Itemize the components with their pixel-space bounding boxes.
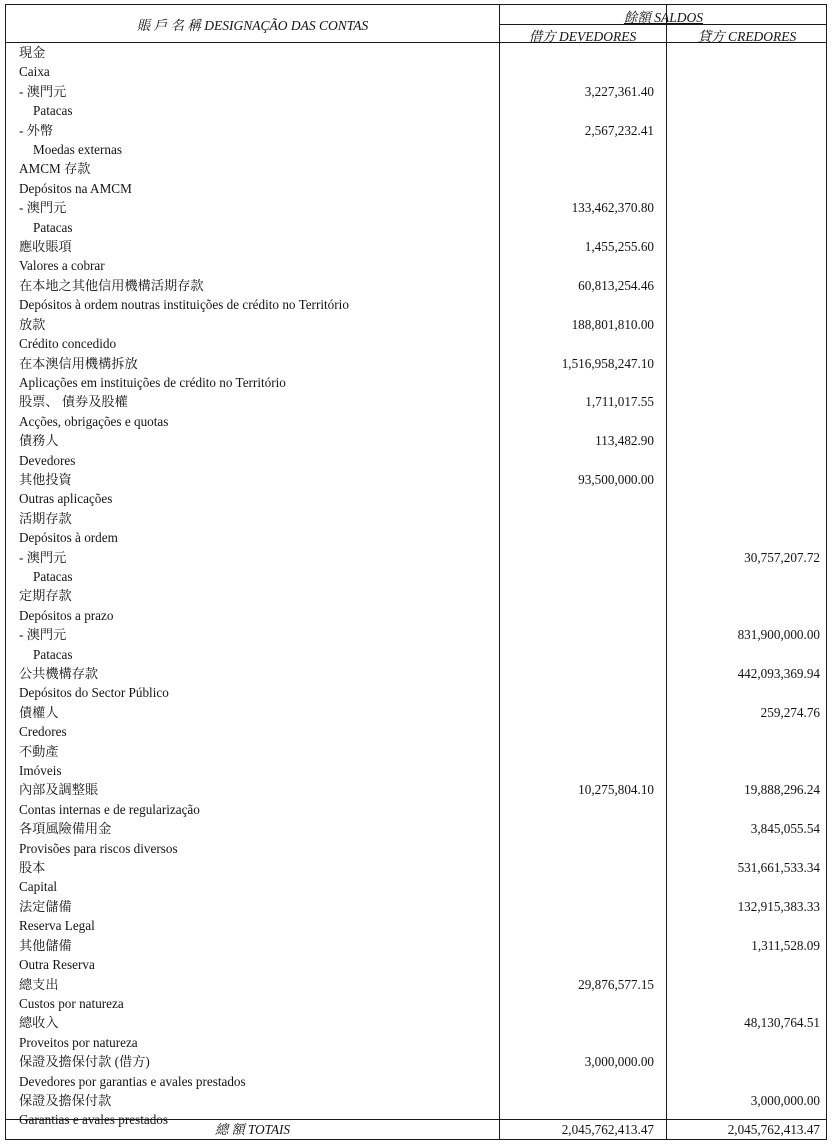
account-rows bbox=[6, 43, 826, 1130]
account-label: 其他儲備 bbox=[19, 937, 72, 953]
account-label: Acções, obrigações e quotas bbox=[19, 413, 169, 429]
credit-value: 442,093,369.94 bbox=[737, 666, 820, 681]
account-label: 保證及擔保付款 (借方) bbox=[19, 1054, 150, 1070]
account-label: Contas internas e de regularização bbox=[19, 801, 200, 817]
table-row bbox=[6, 101, 826, 120]
table-row bbox=[6, 1091, 826, 1110]
credit-value: 19,888,296.24 bbox=[744, 782, 820, 798]
account-label: 各項風險備用金 bbox=[19, 821, 112, 837]
debit-value: 93,500,000.00 bbox=[578, 471, 654, 487]
table-row bbox=[6, 1052, 826, 1071]
account-label: 股本 bbox=[19, 860, 46, 876]
account-label: 債權人 bbox=[19, 704, 59, 720]
account-label: AMCM 存款 bbox=[19, 161, 91, 177]
account-label: 總收入 bbox=[19, 1015, 59, 1031]
table-row bbox=[6, 62, 826, 81]
totals-row bbox=[6, 1120, 826, 1139]
account-label: Depósitos à ordem bbox=[19, 530, 118, 546]
debit-column-header: 借方 DEVEDORES bbox=[528, 29, 637, 44]
table-row bbox=[6, 392, 826, 411]
totals-credit: 2,045,762,413.47 bbox=[727, 1122, 820, 1137]
debit-value: 3,227,361.40 bbox=[584, 83, 654, 99]
account-label: Depósitos à ordem noutras instituições de crédito no Território bbox=[19, 297, 349, 313]
account-label: - 澳門元 bbox=[19, 549, 67, 565]
debit-value: 1,711,017.55 bbox=[585, 394, 654, 410]
account-label: Depósitos na AMCM bbox=[19, 180, 132, 196]
table-row bbox=[6, 82, 826, 101]
table-row bbox=[6, 121, 826, 140]
table-row bbox=[6, 237, 826, 256]
table-row bbox=[6, 256, 826, 275]
table-row bbox=[6, 625, 826, 644]
table-row bbox=[6, 509, 826, 528]
account-label: 活期存款 bbox=[19, 510, 72, 526]
credit-value: 1,311,528.09 bbox=[751, 937, 820, 953]
debit-value: 133,462,370.80 bbox=[571, 200, 654, 216]
account-label: Valores a cobrar bbox=[19, 258, 105, 274]
table-row bbox=[6, 975, 826, 994]
table-row bbox=[6, 683, 826, 702]
table-row bbox=[6, 431, 826, 450]
table-row bbox=[6, 664, 826, 683]
debit-value: 3,000,000.00 bbox=[584, 1054, 654, 1070]
account-label: - 澳門元 bbox=[19, 83, 67, 99]
table-row bbox=[6, 451, 826, 470]
table-row bbox=[6, 276, 826, 295]
account-label: - 外幣 bbox=[19, 122, 54, 138]
debit-value: 2,567,232.41 bbox=[584, 122, 654, 138]
account-label: 在本地之其他信用機構活期存款 bbox=[19, 277, 204, 293]
account-label: Patacas bbox=[33, 219, 73, 235]
table-row bbox=[6, 567, 826, 586]
table-row bbox=[6, 780, 826, 799]
credit-value: 48,130,764.51 bbox=[744, 1015, 820, 1031]
account-label: Proveitos por natureza bbox=[19, 1034, 138, 1050]
table-row bbox=[6, 703, 826, 722]
account-label: Moedas externas bbox=[33, 142, 122, 158]
table-row bbox=[6, 586, 826, 605]
credit-value: 531,661,533.34 bbox=[737, 860, 820, 876]
table-row bbox=[6, 1013, 826, 1032]
totals-label: 總 額 TOTAIS bbox=[215, 1122, 290, 1137]
debit-value: 10,275,804.10 bbox=[578, 782, 654, 798]
table-row bbox=[6, 43, 826, 62]
credit-value: 132,915,383.33 bbox=[737, 898, 820, 914]
account-label: Outras aplicações bbox=[19, 491, 113, 507]
debit-value: 29,876,577.15 bbox=[578, 976, 654, 992]
table-row bbox=[6, 839, 826, 858]
table-row bbox=[6, 936, 826, 955]
balance-sheet-table bbox=[5, 4, 827, 1140]
table-row bbox=[6, 819, 826, 838]
account-column-header: 賬 戶 名 稱 DESIGNAÇÃO DAS CONTAS bbox=[136, 18, 369, 33]
table-row bbox=[6, 897, 826, 916]
table-row bbox=[6, 528, 826, 547]
table-row bbox=[6, 198, 826, 217]
account-label: Garantias e avales prestados bbox=[19, 1112, 169, 1128]
table-row bbox=[6, 218, 826, 237]
debit-value: 188,801,810.00 bbox=[571, 316, 654, 332]
table-row bbox=[6, 159, 826, 178]
account-label: - 澳門元 bbox=[19, 200, 67, 216]
table-row bbox=[6, 470, 826, 489]
credit-value: 831,900,000.00 bbox=[737, 627, 820, 643]
table-row bbox=[6, 742, 826, 761]
account-label: Crédito concedido bbox=[19, 336, 117, 352]
table-row bbox=[6, 858, 826, 877]
account-label: Devedores bbox=[19, 452, 76, 468]
account-label: Depósitos do Sector Público bbox=[19, 685, 169, 701]
credit-value: 30,757,207.72 bbox=[744, 549, 820, 565]
account-label: 在本澳信用機構拆放 bbox=[19, 355, 138, 371]
totals-debit: 2,045,762,413.47 bbox=[561, 1122, 654, 1137]
account-label: Provisões para riscos diversos bbox=[19, 840, 178, 856]
debit-value: 1,455,255.60 bbox=[584, 239, 654, 255]
account-label: Aplicações em instituições de crédito no Território bbox=[19, 374, 286, 390]
table-row bbox=[6, 800, 826, 819]
account-label: 公共機構存款 bbox=[19, 666, 99, 681]
table-row bbox=[6, 645, 826, 664]
table-row bbox=[6, 994, 826, 1013]
account-label: 股票、 債券及股權 bbox=[19, 394, 128, 410]
table-row bbox=[6, 761, 826, 780]
table-row bbox=[6, 373, 826, 392]
account-label: Custos por natureza bbox=[19, 995, 124, 1011]
table-row bbox=[6, 1033, 826, 1052]
table-row bbox=[6, 877, 826, 896]
table-row bbox=[6, 334, 826, 353]
account-label: Outra Reserva bbox=[19, 957, 95, 973]
credit-value: 3,000,000.00 bbox=[750, 1092, 820, 1108]
credit-value: 259,274.76 bbox=[760, 704, 820, 720]
table-row bbox=[6, 354, 826, 373]
table-row bbox=[6, 916, 826, 935]
account-label: Imóveis bbox=[19, 763, 62, 779]
table-row bbox=[6, 548, 826, 567]
table-row bbox=[6, 722, 826, 741]
account-label: Patacas bbox=[33, 646, 73, 662]
table-row bbox=[6, 179, 826, 198]
account-label: Patacas bbox=[33, 568, 73, 584]
table-row bbox=[6, 412, 826, 431]
account-label: 保證及擔保付款 bbox=[19, 1092, 112, 1108]
table-row bbox=[6, 606, 826, 625]
debit-value: 1,516,958,247.10 bbox=[561, 355, 654, 371]
account-label: Caixa bbox=[19, 64, 50, 80]
account-label: 法定儲備 bbox=[19, 898, 72, 914]
account-label: 其他投資 bbox=[19, 471, 72, 487]
account-label: 現金 bbox=[19, 45, 46, 60]
account-label: Patacas bbox=[33, 103, 73, 119]
table-row bbox=[6, 1072, 826, 1091]
account-label: 放款 bbox=[19, 316, 46, 332]
account-label: 總支出 bbox=[19, 976, 59, 992]
account-label: - 澳門元 bbox=[19, 627, 67, 643]
balances-header: 餘額 SALDOS bbox=[623, 10, 704, 25]
account-label: Capital bbox=[19, 879, 58, 895]
account-label: Credores bbox=[19, 724, 67, 740]
account-label: 不動產 bbox=[19, 743, 59, 759]
table-row bbox=[6, 295, 826, 314]
account-label: Reserva Legal bbox=[19, 918, 95, 934]
table-row bbox=[6, 955, 826, 974]
credit-value: 3,845,055.54 bbox=[750, 821, 820, 837]
account-label: 應收賬項 bbox=[19, 239, 72, 255]
debit-value: 113,482.90 bbox=[595, 433, 654, 449]
account-label: 定期存款 bbox=[19, 588, 72, 604]
table-row bbox=[6, 140, 826, 159]
table-row bbox=[6, 489, 826, 508]
table-row bbox=[6, 315, 826, 334]
account-label: Depósitos a prazo bbox=[19, 607, 114, 623]
debit-value: 60,813,254.46 bbox=[578, 277, 654, 293]
credit-column-header: 貸方 CREDORES bbox=[697, 29, 797, 44]
account-label: Devedores por garantias e avales prestados bbox=[19, 1073, 246, 1089]
account-label: 債務人 bbox=[19, 433, 59, 449]
account-label: 內部及調整賬 bbox=[19, 782, 99, 798]
